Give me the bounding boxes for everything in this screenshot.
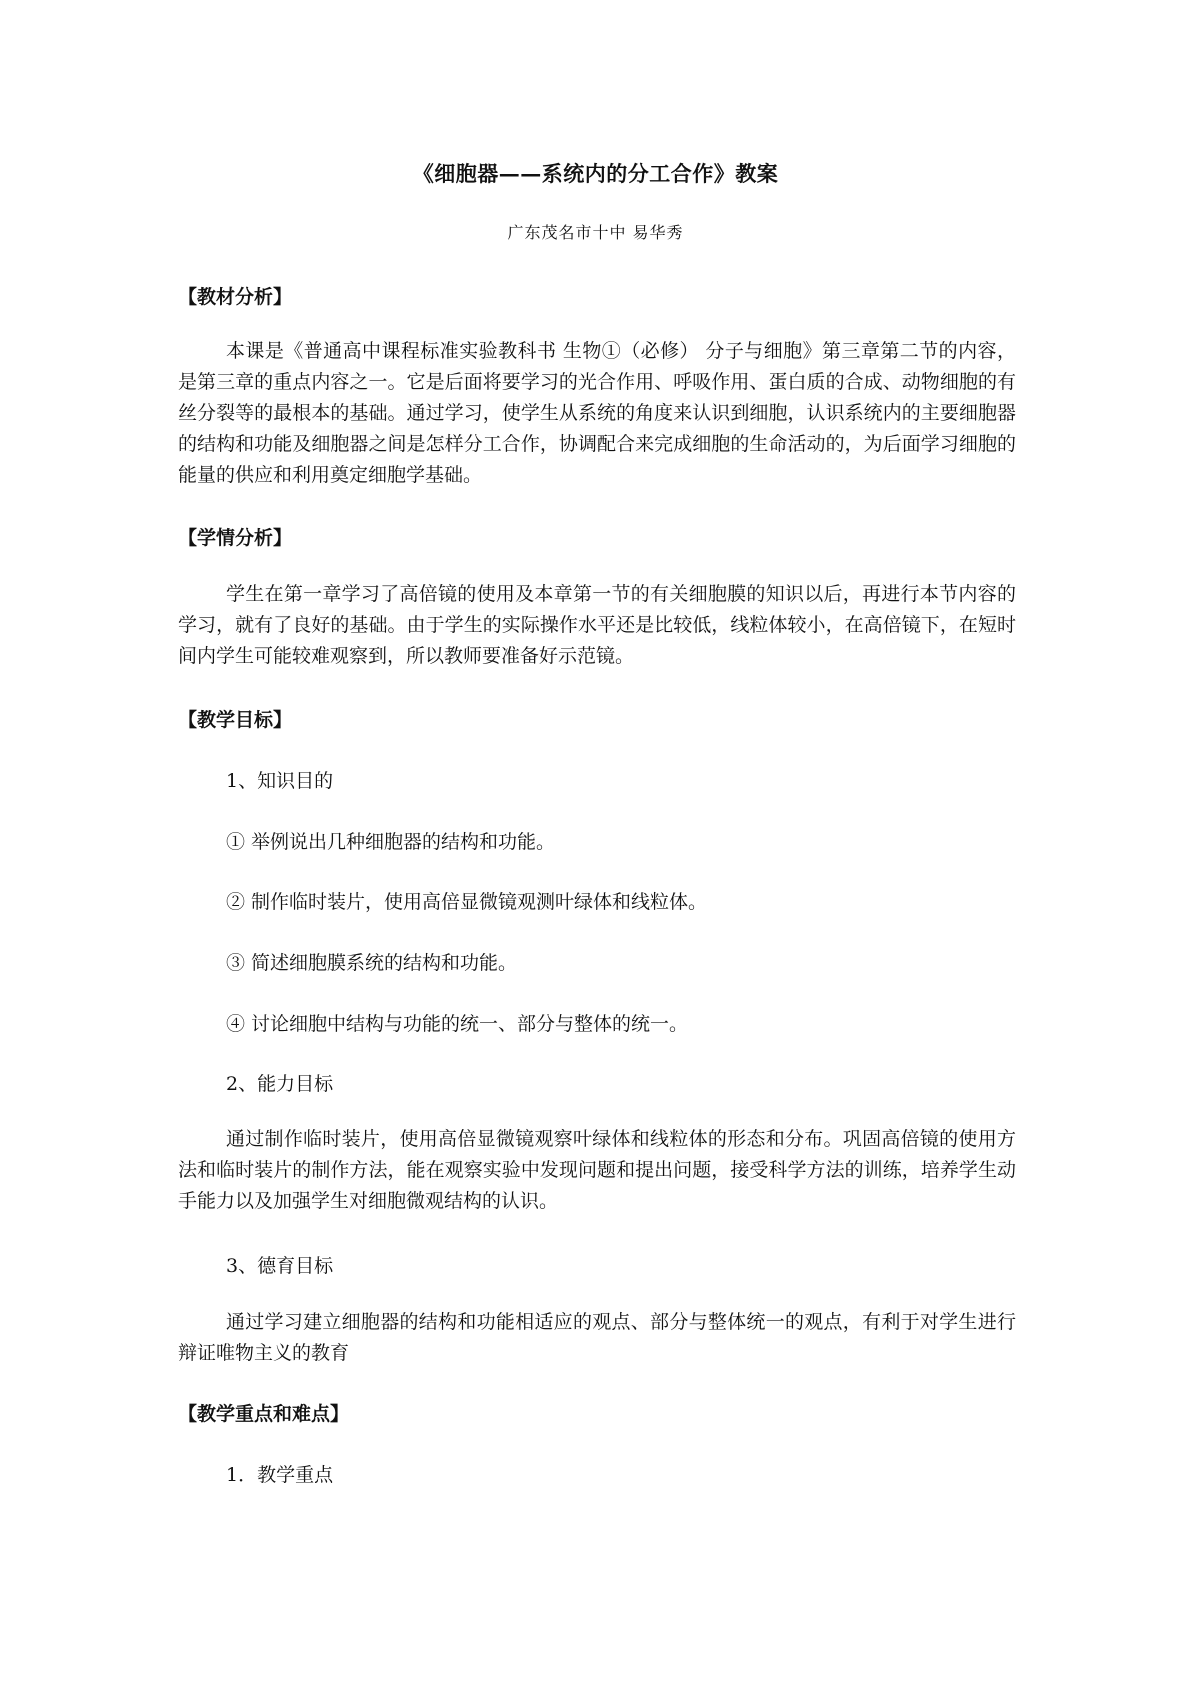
knowledge-objective-label: 1、知识目的 bbox=[226, 770, 334, 792]
materials-paragraph: 本课是《普通高中课程标准实验教科书 生物①（必修） 分子与细胞》第三章第二节的内容，是第三章的重点内容之一。它是后面将要学习的光合作用、呼吸作用、蛋白质的合成、动物细胞的有丝分裂等的最根本的基础。通过学习，使学生从系统的角度来认识到细胞，认识系统内的主要细胞器的结构和功能及细胞器之间是怎样分工合作，协调配合来完成细胞的生命活动的，为后面学习细胞的能量的供应和利用奠定细胞学基础。 bbox=[178, 340, 1016, 486]
knowledge-item-3: ③ 简述细胞膜系统的结构和功能。 bbox=[226, 952, 518, 974]
knowledge-item-1: ① 举例说出几种细胞器的结构和功能。 bbox=[226, 831, 556, 853]
key-point-item-1: 1．教学重点 bbox=[226, 1464, 334, 1486]
document-author: 广东茂名市十中 易华秀 bbox=[507, 223, 684, 242]
ability-paragraph: 通过制作临时装片，使用高倍显微镜观察叶绿体和线粒体的形态和分布。巩固高倍镜的使用方法和临时装片的制作方法，能在观察实验中发现问题和提出问题，接受科学方法的训练，培养学生动手能力以及加强学生对细胞微观结构的认识。 bbox=[178, 1128, 1016, 1212]
moral-paragraph: 通过学习建立细胞器的结构和功能相适应的观点、部分与整体统一的观点，有利于对学生进行辩证唯物主义的教育 bbox=[178, 1311, 1016, 1364]
section-heading-objectives: 【教学目标】 bbox=[178, 709, 293, 731]
document-title: 《细胞器——系统内的分工合作》教案 bbox=[412, 161, 779, 186]
knowledge-item-2: ② 制作临时装片，使用高倍显微镜观测叶绿体和线粒体。 bbox=[226, 891, 708, 913]
section-heading-materials: 【教材分析】 bbox=[178, 286, 293, 308]
section-heading-key-points: 【教学重点和难点】 bbox=[178, 1403, 350, 1425]
moral-objective-label: 3、德育目标 bbox=[226, 1255, 334, 1277]
knowledge-item-4: ④ 讨论细胞中结构与功能的统一、部分与整体的统一。 bbox=[226, 1013, 689, 1035]
students-paragraph: 学生在第一章学习了高倍镜的使用及本章第一节的有关细胞膜的知识以后，再进行本节内容的学习，就有了良好的基础。由于学生的实际操作水平还是比较低，线粒体较小，在高倍镜下，在短时间内学生可能较难观察到，所以教师要准备好示范镜。 bbox=[178, 583, 1016, 667]
section-heading-students: 【学情分析】 bbox=[178, 527, 293, 549]
ability-objective-label: 2、能力目标 bbox=[226, 1073, 334, 1095]
